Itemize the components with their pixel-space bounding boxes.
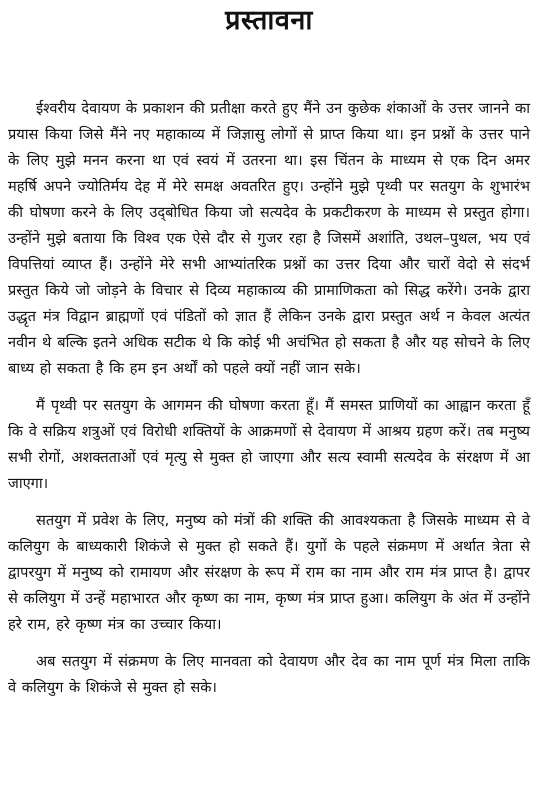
paragraph-3: सतयुग में प्रवेश के लिए, मनुष्य को मंत्रों की शक्ति की आवश्यकता है जिसके माध्यम से वे कलियुग के बाध्यकारी शिकंजे से मुक्त हो सकते हैं। युगों के पहले संक्रमण में अर्थात त्रेता से द्वापरयुग में मनुष्य को रामायण और संरक्षण के रूप में राम का नाम और राम मंत्र प्राप्त है। द्वापर से कलियुग में उन्हें महाभारत और कृष्ण का नाम, कृष्ण मंत्र प्राप्त हुआ। कलियुग के अंत में उन्होंने हरे राम, हरे कृष्ण मंत्र का उच्चार किया।: [8, 512, 530, 633]
paragraph-4: अब सतयुग में संक्रमण के लिए मानवता को देवायण और देव का नाम पूर्ण मंत्र मिला ताकि वे कलियुग के शिकंजे से मुक्त हो सके।: [8, 653, 530, 696]
body-text: [8, 96, 530, 712]
paragraph-2: मैं पृथ्वी पर सतयुग के आगमन की घोषणा करता हूँ। मैं समस्त प्राणियों का आह्वान करता हूँ कि वे सक्रिय शत्रुओं एवं विरोधी शक्तियों के आक्रमणों से देवायण में आश्रय ग्रहण करें। तब मनुष्य सभी रोगों, अशक्तताओं एवं मृत्यु से मुक्त हो जाएगा और सत्य स्वामी सत्यदेव के संरक्षण में आ जाएगा।: [8, 397, 530, 492]
paragraph-1: ईश्वरीय देवायण के प्रकाशन की प्रतीक्षा करते हुए मैंने उन कुछेक शंकाओं के उत्तर जानने का प्रयास किया जिसे मैंने नए महाकाव्य में जिज्ञासु लोगों से प्राप्त किया था। इन प्रश्नों के उत्तर पाने के लिए मुझे मनन करना था एवं स्वयं में उतरना था। इस चिंतन के माध्यम से एक दिन अमर महर्षि अपने ज्योतिर्मय देह में मेरे समक्ष अवतरित हुए। उन्होंने मुझे पृथ्वी पर सतयुग के शुभारंभ की घोषणा करने के लिए उद्‌बोधित किया जो सत्यदेव के प्रकटीकरण के माध्यम से प्रस्तुत होगा। उन्होंने मुझे बताया कि विश्व एक ऐसे दौर से गुजर रहा है जिसमें अशांति, उथल–पुथल, भय एवं विपत्तियां व्याप्त हैं। उन्होंने मेरे सभी आभ्यांतरिक प्रश्नों का उत्तर दिया और चारों वेदो से संदर्भ प्रस्तुत किये जो जोड़ने के विचार से दिव्य महाकाव्य की प्रामाणिकता को सिद्ध करेंगे। उनके द्वारा उद्धृत मंत्र विद्वान ब्राह्मणों एवं पंडितों को ज्ञात हैं लेकिन उनके द्वारा प्रस्तुत अर्थ न केवल अत्यंत नवीन थे बल्कि इतने अधिक सटीक थे कि कोई भी अचंभित हो सकता है और यह सोचने के लिए बाध्य हो सकता है कि हम इन अर्थों को पहले क्यों नहीं जान सके।: [8, 100, 530, 377]
page-title: प्रस्तावना: [225, 5, 313, 36]
